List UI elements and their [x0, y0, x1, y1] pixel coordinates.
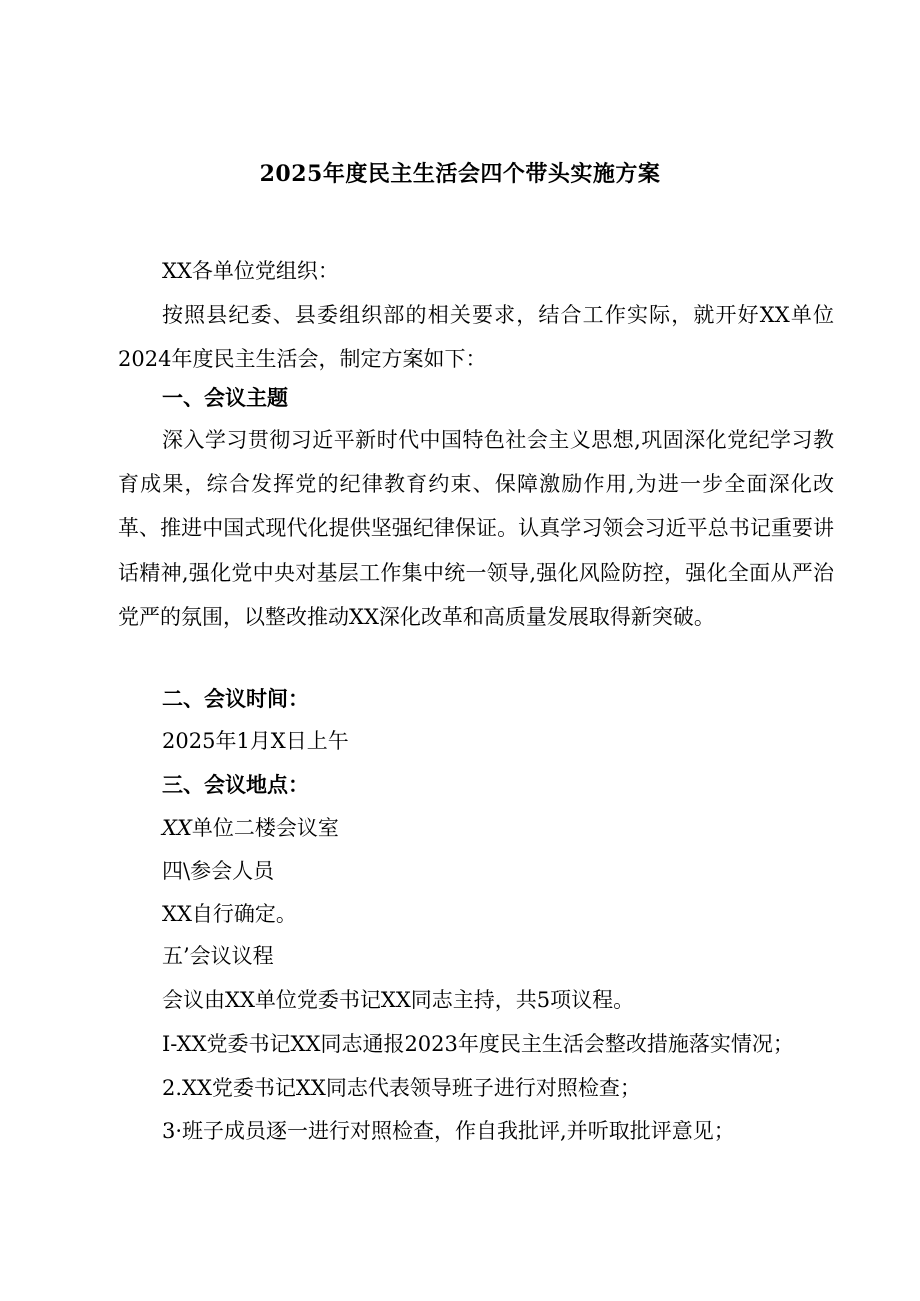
section-2-body: 2025年1月X日上午 — [162, 729, 349, 753]
agenda-item: I-XX党委书记XX同志通报2023年度民主生活会整改措施落实情况； — [162, 1032, 794, 1056]
agenda-item: 2.XX党委书记XX同志代表领导班子进行对照检查； — [162, 1076, 641, 1100]
section-1-heading: 一、会议主题 — [162, 385, 288, 410]
agenda-item: 3·班子成员逐一进行对照检查，作自我批评,并听取批评意见； — [162, 1119, 735, 1143]
section-2-heading: 二、会议时间： — [162, 686, 309, 711]
section-3-body-rest: 单位二楼会议室 — [191, 816, 339, 840]
salutation: XX各单位党组织： — [162, 259, 339, 283]
section-4-body: XX自行确定。 — [162, 902, 297, 926]
section-5-body: 会议由XX单位党委书记XX同志主持，共5项议程。 — [162, 988, 635, 1012]
section-5-heading: 五’会议议程 — [162, 944, 274, 968]
section-4-heading: 四\参会人员 — [162, 859, 275, 883]
intro-paragraph: 按照县纪委、县委组织部的相关要求，结合工作实际，就开好XX单位2024年度民主生活会，制定方案如下： — [118, 303, 834, 372]
document-title: 2025年度民主生活会四个带头实施方案 — [259, 161, 661, 187]
section-3-heading: 三、会议地点： — [162, 772, 309, 797]
section-1-body: 深入学习贯彻习近平新时代中国特色社会主义思想,巩固深化党纪学习教育成果，综合发挥党的纪律教育约束、保障激励作用,为进一步全面深化改革、推进中国式现代化提供坚强纪律保证。认真学习领会习近平总书记重要讲话精神,强化党中央对基层工作集中统一领导,强化风险防控，强化全面从严治党严的氛围，以整改推动XX深化改革和高质量发展取得新突破。 — [118, 428, 834, 629]
section-3-body — [162, 818, 339, 839]
section-3-body-prefix: XX — [162, 816, 192, 840]
